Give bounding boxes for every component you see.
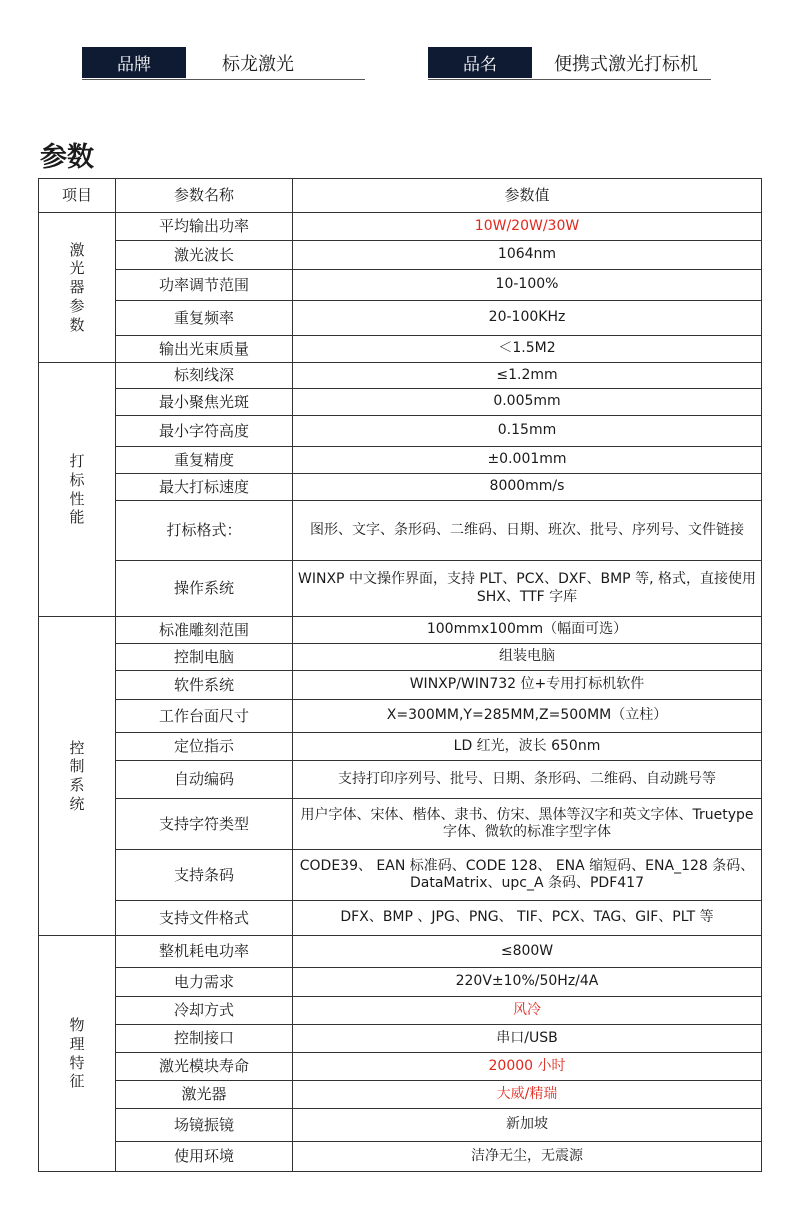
product-name-field <box>428 47 711 79</box>
param-value-cell: LD 红光，波长 650nm <box>293 733 762 761</box>
param-name-cell: 标准雕刻范围 <box>116 617 293 644</box>
table-row <box>39 363 762 389</box>
param-name-cell: 重复频率 <box>116 301 293 336</box>
group-label-char: 物 <box>69 1016 85 1034</box>
param-value-cell: 用户字体、宋体、楷体、隶书、仿宋、黑体等汉字和英文字体、Truetype 字体、微软的标准字型字体 <box>293 799 762 850</box>
param-value-cell: ≤800W <box>293 936 762 968</box>
table-row <box>39 968 762 997</box>
group-label-char: 性 <box>69 489 85 508</box>
table-row <box>39 901 762 936</box>
param-name-cell: 控制接口 <box>116 1025 293 1053</box>
param-name-cell: 重复精度 <box>116 447 293 474</box>
param-value-cell: WINXP/WIN732 位+专用打标机软件 <box>293 671 762 700</box>
param-name-cell: 软件系统 <box>116 671 293 700</box>
table-row <box>39 501 762 561</box>
param-value-cell: 20000 小时 <box>293 1053 762 1081</box>
table-row <box>39 936 762 968</box>
param-name-cell: 平均输出功率 <box>116 213 293 241</box>
group-label-char: 数 <box>69 315 85 334</box>
group-label-char: 控 <box>69 738 85 757</box>
param-name-cell: 标刻线深 <box>116 363 293 389</box>
param-name-cell: 电力需求 <box>116 968 293 997</box>
table-row <box>39 850 762 901</box>
table-row <box>39 733 762 761</box>
param-value-cell: 支持打印序列号、批号、日期、条形码、二维码、自动跳号等 <box>293 761 762 799</box>
table-row <box>39 213 762 241</box>
param-value-cell: 20-100KHz <box>293 301 762 336</box>
param-name-cell: 自动编码 <box>116 761 293 799</box>
group-label-char: 打 <box>69 452 85 470</box>
param-value-cell: 220V±10%/50Hz/4A <box>293 968 762 997</box>
group-label-cell <box>39 617 116 936</box>
table-row <box>39 644 762 671</box>
table-row <box>39 389 762 416</box>
table-row <box>39 1109 762 1142</box>
product-value: 便携式激光打标机 <box>554 54 698 75</box>
table-row <box>39 1053 762 1081</box>
param-value-cell: ＜1.5M2 <box>293 336 762 363</box>
spec-table-body <box>39 213 762 1172</box>
table-row <box>39 336 762 363</box>
group-label-cell <box>39 363 116 617</box>
param-value-cell: 100mmx100mm（幅面可选） <box>293 617 762 644</box>
header-param-value: 参数值 <box>293 179 762 213</box>
param-value-cell: 0.005mm <box>293 389 762 416</box>
param-name-cell: 打标格式： <box>116 501 293 561</box>
param-name-cell: 整机耗电功率 <box>116 936 293 968</box>
param-value-cell: WINXP 中文操作界面，支持 PLT、PCX、DXF、BMP 等, 格式，直接使用 SHX、TTF 字库 <box>293 561 762 617</box>
brand-field <box>82 47 365 79</box>
param-name-cell: 定位指示 <box>116 733 293 761</box>
spec-table <box>38 178 762 1172</box>
param-value-cell: CODE39、 EAN 标准码、CODE 128、 ENA 缩短码、ENA_128 条码、DataMatrix、upc_A 条码、PDF417 <box>293 850 762 901</box>
table-row <box>39 447 762 474</box>
param-value-cell: 1064nm <box>293 241 762 270</box>
table-row <box>39 700 762 733</box>
param-value-cell: 风冷 <box>293 997 762 1025</box>
group-label-char: 光 <box>69 259 85 278</box>
table-row <box>39 561 762 617</box>
param-name-cell: 支持字符类型 <box>116 799 293 850</box>
param-value-cell: 8000mm/s <box>293 474 762 501</box>
table-row <box>39 1081 762 1109</box>
param-name-cell: 场镜振镜 <box>116 1109 293 1142</box>
product-label: 品名 <box>428 47 532 78</box>
group-label-char: 统 <box>69 794 85 813</box>
table-row <box>39 761 762 799</box>
group-label-cell <box>39 936 116 1172</box>
param-value-cell: 串口/USB <box>293 1025 762 1053</box>
header-param-name: 参数名称 <box>116 179 293 213</box>
param-name-cell: 最大打标速度 <box>116 474 293 501</box>
brand-label: 品牌 <box>82 47 186 78</box>
group-label-char: 标 <box>69 470 85 489</box>
param-name-cell: 功率调节范围 <box>116 270 293 301</box>
header-item: 项目 <box>39 179 116 213</box>
param-name-cell: 输出光束质量 <box>116 336 293 363</box>
table-row <box>39 1142 762 1172</box>
param-value-cell: 0.15mm <box>293 416 762 447</box>
param-name-cell: 激光波长 <box>116 241 293 270</box>
param-value-cell: 图形、文字、条形码、二维码、日期、班次、批号、序列号、文件链接 <box>293 501 762 561</box>
param-value-cell: 组装电脑 <box>293 644 762 671</box>
brand-value: 标龙激光 <box>222 54 294 75</box>
table-row <box>39 270 762 301</box>
param-value-cell: ±0.001mm <box>293 447 762 474</box>
table-row <box>39 241 762 270</box>
param-name-cell: 工作台面尺寸 <box>116 700 293 733</box>
param-value-cell: X=300MM,Y=285MM,Z=500MM（立柱） <box>293 700 762 733</box>
group-label-char: 理 <box>69 1034 85 1053</box>
table-row <box>39 617 762 644</box>
group-label-cell <box>39 213 116 363</box>
param-value-cell: 新加坡 <box>293 1109 762 1142</box>
table-row <box>39 799 762 850</box>
table-row <box>39 1025 762 1053</box>
group-label-char: 特 <box>69 1053 85 1072</box>
table-row <box>39 416 762 447</box>
param-value-cell: 洁净无尘，无震源 <box>293 1142 762 1172</box>
table-row <box>39 301 762 336</box>
param-name-cell: 激光模块寿命 <box>116 1053 293 1081</box>
brand-underline <box>82 79 365 80</box>
param-name-cell: 控制电脑 <box>116 644 293 671</box>
param-value-cell: 10-100% <box>293 270 762 301</box>
table-row <box>39 671 762 700</box>
param-name-cell: 激光器 <box>116 1081 293 1109</box>
table-header-row <box>39 179 762 213</box>
param-name-cell: 支持条码 <box>116 850 293 901</box>
param-name-cell: 冷却方式 <box>116 997 293 1025</box>
group-label-char: 征 <box>69 1072 85 1091</box>
param-value-cell: ≤1.2mm <box>293 363 762 389</box>
group-label-char: 制 <box>69 757 85 776</box>
group-label-char: 器 <box>69 278 85 297</box>
param-value-cell: 大威/精瑞 <box>293 1081 762 1109</box>
group-label-char: 能 <box>69 508 85 527</box>
param-value-cell: DFX、BMP 、JPG、PNG、 TIF、PCX、TAG、GIF、PLT 等 <box>293 901 762 936</box>
section-title: 参数 <box>40 142 94 173</box>
param-name-cell: 操作系统 <box>116 561 293 617</box>
product-underline <box>428 79 711 80</box>
group-label-char: 系 <box>69 776 85 794</box>
group-label-char: 参 <box>69 296 85 315</box>
param-value-cell: 10W/20W/30W <box>293 213 762 241</box>
table-row <box>39 997 762 1025</box>
group-label-char: 激 <box>69 240 85 259</box>
param-name-cell: 最小字符高度 <box>116 416 293 447</box>
param-name-cell: 支持文件格式 <box>116 901 293 936</box>
param-name-cell: 使用环境 <box>116 1142 293 1172</box>
param-name-cell: 最小聚焦光斑 <box>116 389 293 416</box>
table-row <box>39 474 762 501</box>
